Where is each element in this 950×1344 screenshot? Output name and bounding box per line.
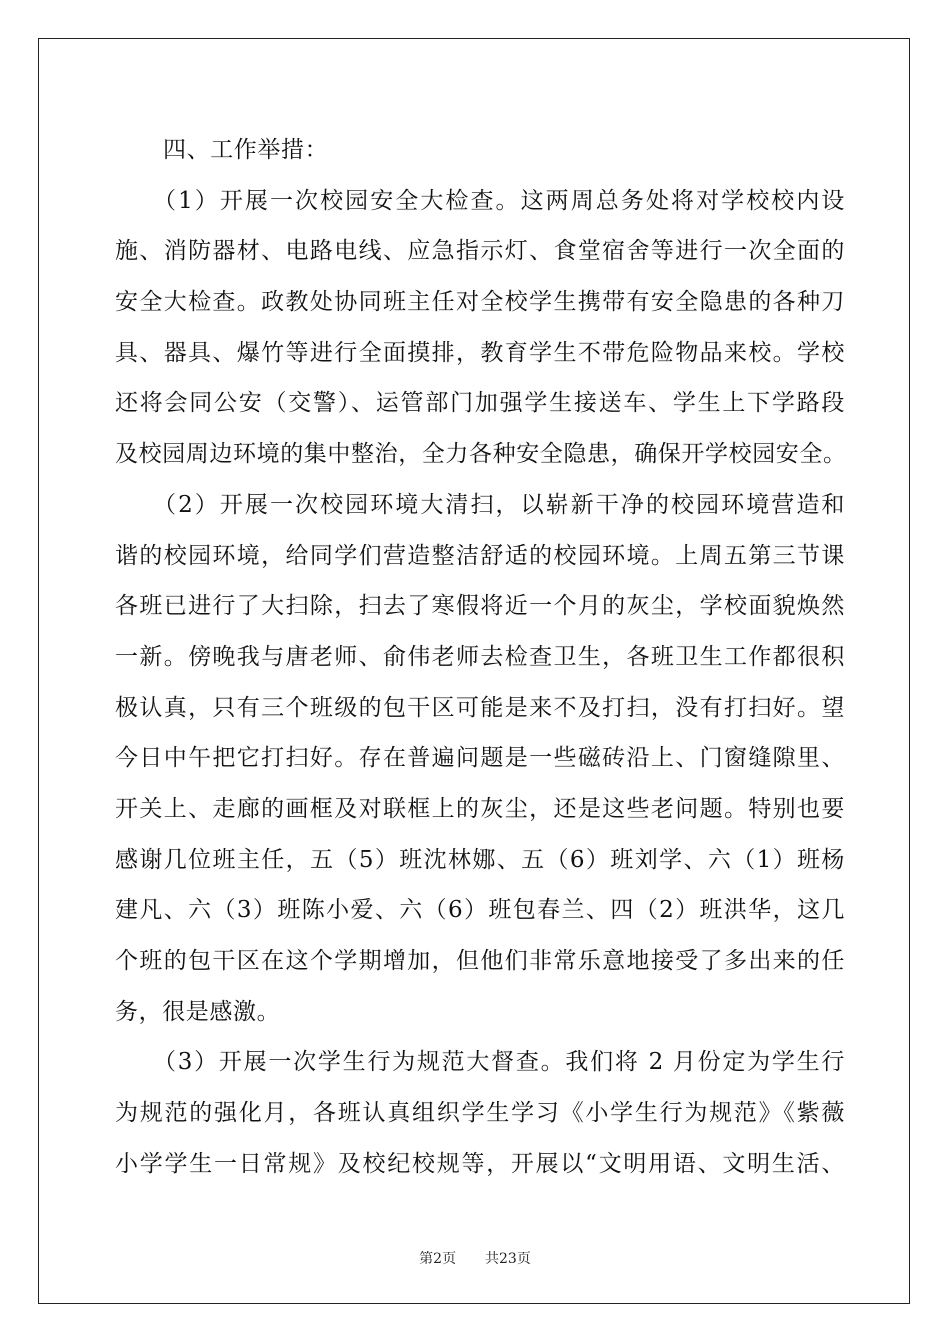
document-body	[115, 131, 845, 1195]
paragraph-line: 谐的校园环境，给同学们营造整洁舒适的校园环境。上周五第三节课	[115, 542, 845, 569]
paragraph-line: 极认真，只有三个班级的包干区可能是来不及打扫，没有打扫好。望	[115, 694, 845, 721]
paragraph-2	[115, 486, 845, 1031]
paragraph-line: 感谢几位班主任，五（5）班沈林娜、五（6）班刘学、六（1）班杨	[115, 846, 845, 873]
page-number-total: 共23页	[485, 1251, 531, 1267]
paragraph-line: 建凡、六（3）班陈小爱、六（6）班包春兰、四（2）班洪华，这几	[115, 897, 845, 924]
paragraph-line: （1）开展一次校园安全大检查。这两周总务处将对学校校内设	[153, 187, 845, 214]
paragraph-line: 今日中午把它打扫好。存在普遍问题是一些磁砖沿上、门窗缝隙里、	[115, 745, 845, 772]
paragraph-line: 施、消防器材、电路电线、应急指示灯、食堂宿舍等进行一次全面的	[115, 238, 845, 265]
paragraph-line: 具、器具、爆竹等进行全面摸排，教育学生不带危险物品来校。学校	[115, 339, 845, 366]
paragraph-line: （2）开展一次校园环境大清扫，以崭新干净的校园环境营造和	[153, 491, 845, 518]
paragraph-line: 为规范的强化月，各班认真组织学生学习《小学生行为规范》《紫薇	[115, 1100, 845, 1127]
paragraph-line: 务，很是感激。	[115, 998, 281, 1025]
paragraph-line: （3）开展一次学生行为规范大督查。我们将 2 月份定为学生行	[153, 1049, 845, 1076]
section-heading: 四、工作举措：	[163, 137, 329, 163]
paragraph-1	[115, 182, 845, 473]
page-number-current: 第2页	[419, 1251, 457, 1267]
paragraph-line: 安全大检查。政教处协同班主任对全校学生携带有安全隐患的各种刀	[115, 289, 845, 316]
page-footer	[0, 1248, 950, 1268]
paragraph-line: 开关上、走廊的画框及对联框上的灰尘，还是这些老问题。特别也要	[115, 795, 845, 822]
paragraph-line: 还将会同公安（交警）、运管部门加强学生接送车、学生上下学路段	[115, 390, 845, 417]
paragraph-3	[115, 1043, 845, 1182]
paragraph-line: 小学学生一日常规》及校纪校规等，开展以“文明用语、文明生活、	[115, 1150, 845, 1177]
paragraph-line: 一新。傍晚我与唐老师、俞伟老师去检查卫生，各班卫生工作都很积	[115, 643, 845, 670]
paragraph-line: 各班已进行了大扫除，扫去了寒假将近一个月的灰尘，学校面貌焕然	[115, 593, 845, 620]
paragraph-line: 及校园周边环境的集中整治，全力各种安全隐患，确保开学校园安全。	[115, 441, 847, 468]
paragraph-line: 个班的包干区在这个学期增加，但他们非常乐意地接受了多出来的任	[115, 948, 845, 974]
